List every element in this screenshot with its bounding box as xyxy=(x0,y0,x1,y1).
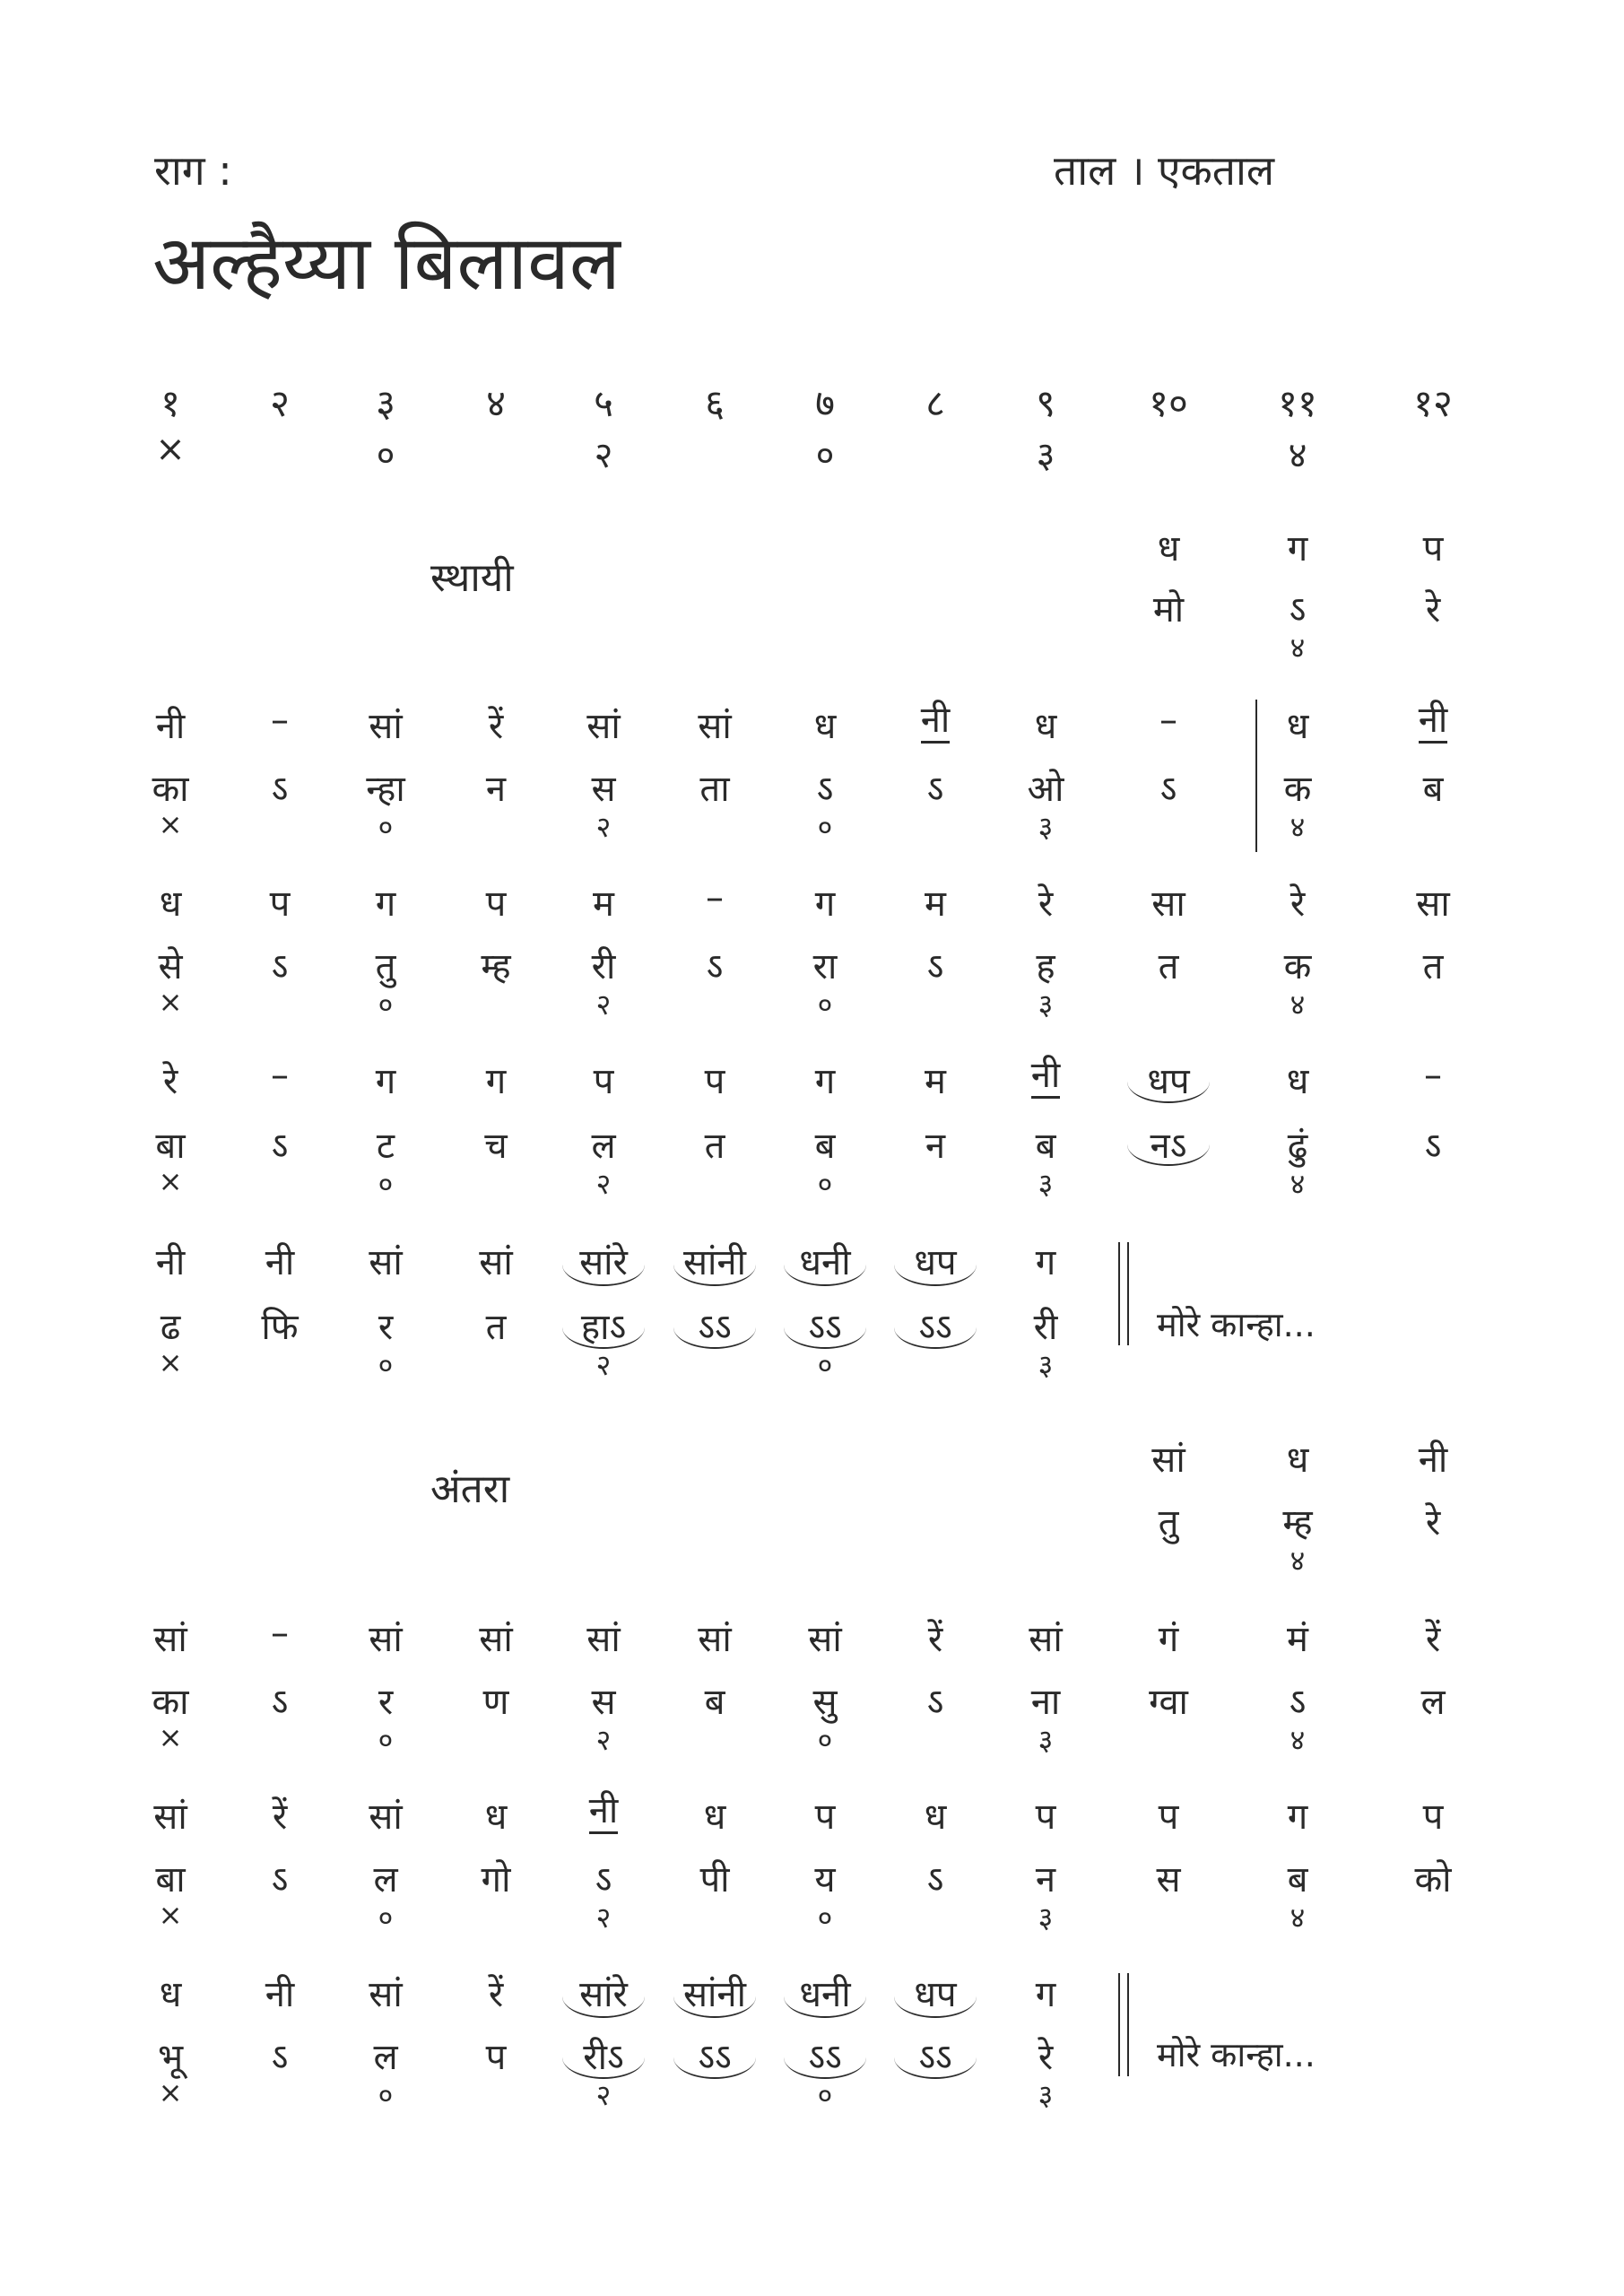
note: धप xyxy=(914,1242,957,1283)
taal-mark: × xyxy=(158,1345,183,1379)
lyric-syllable: नऽ xyxy=(1150,1126,1187,1167)
lyric-syllable: री xyxy=(591,946,616,987)
lyric-syllable: ऽ xyxy=(926,769,944,810)
note: नी xyxy=(265,1242,295,1283)
note: ग xyxy=(485,1061,507,1102)
note: प xyxy=(269,883,291,925)
lyric-syllable: न xyxy=(485,769,507,810)
lyric-syllable: भू xyxy=(157,2037,184,2078)
lyric-syllable: ब xyxy=(704,1682,725,1723)
note: म xyxy=(925,1061,946,1102)
lyric-syllable: ब xyxy=(814,1126,836,1167)
komal-note: नी xyxy=(589,1790,619,1834)
taal-mark: ० xyxy=(378,1348,394,1382)
note: सां xyxy=(369,1619,403,1660)
taal-mark: ४ xyxy=(1290,631,1306,665)
komal-note: नी xyxy=(1419,700,1448,744)
lyric-syllable: ता xyxy=(699,769,730,810)
lyric-syllable: प xyxy=(485,2037,507,2078)
note: प xyxy=(1422,1796,1444,1838)
taal-mark: ३ xyxy=(1038,1167,1054,1201)
lyric-syllable: रे xyxy=(1425,1502,1441,1544)
taal-mark: ३ xyxy=(1038,1900,1054,1935)
lyric-syllable: त xyxy=(1422,946,1444,987)
lyric-syllable: ल xyxy=(1420,1682,1446,1723)
lyric-syllable: ऽ xyxy=(595,1859,612,1900)
taal-mark: ० xyxy=(817,2078,833,2112)
taal-mark: ३ xyxy=(1038,810,1054,844)
lyric-syllable: फि xyxy=(261,1307,299,1348)
lyric-syllable: हाऽ xyxy=(580,1307,627,1348)
note: सांरे xyxy=(579,1974,628,2015)
note: सा xyxy=(1151,883,1185,925)
lyric-syllable: क xyxy=(1283,769,1312,810)
note: रे xyxy=(1038,883,1054,925)
note: ध xyxy=(703,1796,726,1838)
note: गं xyxy=(1158,1619,1179,1660)
taal-mark: ० xyxy=(815,435,835,476)
taal-mark: ० xyxy=(817,810,833,844)
note: नी xyxy=(155,706,186,747)
note: – xyxy=(1159,700,1177,741)
taal-mark: ३ xyxy=(1036,435,1055,476)
lyric-syllable: ऽ xyxy=(926,1682,944,1723)
lyric-syllable: स xyxy=(591,1682,616,1723)
lyric-syllable: ऽऽ xyxy=(918,1307,952,1348)
taal-mark: ४ xyxy=(1290,987,1306,1022)
lyric-syllable: मो xyxy=(1152,589,1185,631)
lyric-syllable: गो xyxy=(481,1859,511,1900)
note: सां xyxy=(1029,1619,1063,1660)
lyric-syllable: सु xyxy=(812,1682,838,1723)
taal-mark: ० xyxy=(376,435,395,476)
note: प xyxy=(814,1796,836,1838)
taal-mark: ० xyxy=(378,1900,394,1935)
double-bar-line xyxy=(1127,1242,1129,1345)
lyric-syllable: र xyxy=(378,1682,394,1723)
taal-mark: ३ xyxy=(1038,1723,1054,1757)
note: म xyxy=(925,883,946,925)
note: सां xyxy=(698,706,732,747)
taal-mark: ४ xyxy=(1290,1723,1306,1757)
beat-number: ४ xyxy=(486,381,506,425)
note: ध xyxy=(1286,1061,1309,1102)
lyric-syllable: न xyxy=(925,1126,946,1167)
antara-title: अंतरा xyxy=(430,1466,510,1512)
note: प xyxy=(593,1061,614,1102)
taal-mark: ० xyxy=(817,1900,833,1935)
lyric-syllable: ल xyxy=(373,1859,398,1900)
lyric-syllable: ऽ xyxy=(1159,769,1177,810)
note: सां xyxy=(153,1796,187,1838)
taal-mark: ० xyxy=(378,810,394,844)
taal-mark: २ xyxy=(595,1900,612,1935)
lyric-syllable: ऽ xyxy=(926,1859,944,1900)
lyric-syllable: ट xyxy=(376,1126,395,1167)
note: सां xyxy=(808,1619,842,1660)
taal-mark: ० xyxy=(817,1167,833,1201)
lyric-syllable: य xyxy=(814,1859,836,1900)
double-bar-line xyxy=(1118,1242,1120,1345)
note: ध xyxy=(1034,706,1057,747)
lyric-syllable: ण xyxy=(482,1682,509,1723)
note: ध xyxy=(1157,528,1180,570)
note: सांरे xyxy=(579,1242,628,1283)
note xyxy=(881,700,989,744)
taal-mark: ४ xyxy=(1290,1544,1306,1578)
note: ध xyxy=(484,1796,508,1838)
note: सां xyxy=(153,1619,187,1660)
note: धप xyxy=(1147,1061,1190,1102)
note: ग xyxy=(375,1061,396,1102)
note: म xyxy=(593,883,614,925)
note: सां xyxy=(479,1619,513,1660)
taal-mark: ० xyxy=(378,1167,394,1201)
double-bar-line xyxy=(1118,1973,1120,2076)
beat-number: ११ xyxy=(1278,381,1317,425)
note: प xyxy=(1422,528,1444,570)
note: रें xyxy=(1425,1619,1441,1660)
lyric-syllable: ऽ xyxy=(271,769,289,810)
lyric-syllable: ऽ xyxy=(271,1859,289,1900)
taal-mark: ३ xyxy=(1038,2078,1054,2112)
beat-number: ८ xyxy=(925,381,945,425)
note: ध xyxy=(1286,706,1309,747)
lyric-syllable: क xyxy=(1283,946,1312,987)
lyric-syllable: ऽ xyxy=(271,946,289,987)
lyric-syllable: तु xyxy=(375,946,396,987)
taal-label: ताल । एकताल xyxy=(1054,146,1275,195)
lyric-syllable: ब xyxy=(1422,769,1444,810)
note: – xyxy=(1424,1055,1442,1096)
lyric-syllable: पी xyxy=(699,1859,730,1900)
taal-mark: × xyxy=(158,985,183,1019)
taal-mark: २ xyxy=(595,810,612,844)
lyric-syllable: च xyxy=(484,1126,508,1167)
note: प xyxy=(704,1061,725,1102)
lyric-syllable: ऽ xyxy=(1289,589,1307,631)
beat-number: ९ xyxy=(1036,381,1055,425)
note: ध xyxy=(813,706,837,747)
lyric-syllable: ऽ xyxy=(271,1126,289,1167)
taal-mark: ० xyxy=(378,1723,394,1757)
lyric-syllable: त xyxy=(1158,946,1179,987)
lyric-syllable: से xyxy=(158,946,183,987)
beat-number: १० xyxy=(1149,381,1188,425)
note: रें xyxy=(488,706,504,747)
note: – xyxy=(706,877,724,918)
note: – xyxy=(271,1055,289,1096)
note: – xyxy=(271,700,289,741)
note: धनी xyxy=(799,1242,851,1283)
taal-mark: २ xyxy=(595,1348,612,1382)
lyric-syllable: न xyxy=(1035,1859,1056,1900)
note: सांनी xyxy=(683,1974,746,2015)
taal-mark: २ xyxy=(594,435,613,476)
note: ध xyxy=(159,1974,182,2015)
lyric-syllable: ल xyxy=(373,2037,398,2078)
note: ग xyxy=(814,883,836,925)
lyric-syllable: त xyxy=(485,1307,507,1348)
note: सां xyxy=(369,1796,403,1838)
beat-number: ७ xyxy=(815,381,835,425)
lyric-syllable: स xyxy=(1156,1859,1181,1900)
note: ग xyxy=(1035,1974,1056,2015)
taal-mark: २ xyxy=(595,987,612,1022)
lyric-syllable: ओ xyxy=(1027,769,1064,810)
note: ग xyxy=(375,883,396,925)
taal-mark: ४ xyxy=(1290,1167,1306,1201)
lyric-syllable: ऽ xyxy=(926,946,944,987)
komal-note: नी xyxy=(921,700,951,744)
lyric-syllable: त xyxy=(704,1126,725,1167)
note: सां xyxy=(369,1974,403,2015)
note: – xyxy=(271,1613,289,1654)
lyric-syllable: ह xyxy=(1036,946,1055,987)
lyric-syllable: बा xyxy=(155,1859,186,1900)
taal-mark: ४ xyxy=(1290,810,1306,844)
note: रे xyxy=(1290,883,1306,925)
taal-mark: ३ xyxy=(1038,1348,1054,1382)
note: ग xyxy=(1287,1796,1308,1838)
taal-mark: × xyxy=(158,2075,183,2109)
lyric-syllable: तु xyxy=(1158,1502,1179,1544)
beat-number: ३ xyxy=(376,381,395,425)
lyric-syllable: रे xyxy=(1425,589,1441,631)
lyric-syllable: ऽऽ xyxy=(808,2037,842,2078)
note: धनी xyxy=(799,1974,851,2015)
raag-name: अल्हैय्या बिलावल xyxy=(152,219,621,307)
lyric-syllable: ऽ xyxy=(271,2037,289,2078)
note: सा xyxy=(1416,883,1450,925)
note: मं xyxy=(1287,1619,1308,1660)
taal-mark: ० xyxy=(378,2078,394,2112)
lyric-syllable: ग्वा xyxy=(1149,1682,1188,1723)
note: सां xyxy=(698,1619,732,1660)
lyric-syllable: ढुं xyxy=(1287,1126,1308,1167)
note: ग xyxy=(814,1061,836,1102)
lyric-syllable: ऽ xyxy=(706,946,724,987)
lyric-syllable: को xyxy=(1414,1859,1452,1900)
lyric-syllable: न्हा xyxy=(366,769,405,810)
lyric-syllable: बा xyxy=(155,1126,186,1167)
note: सां xyxy=(586,706,621,747)
taal-mark: ० xyxy=(378,987,394,1022)
lyric-syllable: ऽऽ xyxy=(918,2037,952,2078)
lyric-syllable: री xyxy=(1033,1307,1058,1348)
taal-mark: ० xyxy=(817,1348,833,1382)
lyric-syllable: ऽऽ xyxy=(808,1307,842,1348)
lyric-syllable: ऽ xyxy=(1289,1682,1307,1723)
taal-mark: २ xyxy=(595,2078,612,2112)
taal-mark: २ xyxy=(595,1167,612,1201)
lyric-syllable: ऽऽ xyxy=(698,1307,732,1348)
beat-number: ५ xyxy=(594,381,613,425)
note: ध xyxy=(924,1796,947,1838)
lyric-syllable: का xyxy=(152,769,189,810)
lyric-syllable: ढ xyxy=(160,1307,181,1348)
note: रें xyxy=(272,1796,288,1838)
lyric-syllable: र xyxy=(378,1307,394,1348)
beat-number: १२ xyxy=(1413,381,1453,425)
note: ग xyxy=(1035,1242,1056,1283)
note: रे xyxy=(162,1061,178,1102)
note: सां xyxy=(369,1242,403,1283)
note: नी xyxy=(155,1242,186,1283)
refrain-text: मोरे कान्हा... xyxy=(1157,1305,1316,1344)
note: प xyxy=(1035,1796,1056,1838)
lyric-syllable: ऽऽ xyxy=(698,2037,732,2078)
lyric-syllable: ब xyxy=(1287,1859,1308,1900)
taal-mark: × xyxy=(158,1720,183,1754)
note: ग xyxy=(1287,528,1308,570)
note: प xyxy=(1158,1796,1179,1838)
taal-mark: ० xyxy=(817,1723,833,1757)
komal-note: नी xyxy=(1031,1055,1061,1099)
note: रें xyxy=(488,1974,504,2015)
taal-mark: × xyxy=(155,429,186,470)
note: सां xyxy=(586,1619,621,1660)
lyric-syllable: रीऽ xyxy=(583,2037,624,2078)
lyric-syllable: ऽ xyxy=(816,769,834,810)
refrain-text: मोरे कान्हा... xyxy=(1157,2035,1316,2074)
note: सां xyxy=(479,1242,513,1283)
note: सां xyxy=(369,706,403,747)
beat-number: १ xyxy=(161,381,180,425)
note xyxy=(1379,700,1487,744)
lyric-syllable: रे xyxy=(1038,2037,1054,2078)
lyric-syllable: म्ह xyxy=(1282,1502,1313,1544)
lyric-syllable: का xyxy=(152,1682,189,1723)
note: सां xyxy=(1151,1439,1185,1481)
lyric-syllable: ना xyxy=(1030,1682,1061,1723)
beat-number: ६ xyxy=(705,381,725,425)
note: धप xyxy=(914,1974,957,2015)
raag-label: राग : xyxy=(154,146,232,195)
lyric-syllable: रा xyxy=(812,946,838,987)
note: रें xyxy=(927,1619,943,1660)
lyric-syllable: ब xyxy=(1035,1126,1056,1167)
beat-number: २ xyxy=(270,381,290,425)
taal-mark: × xyxy=(158,1164,183,1198)
lyric-syllable: ल xyxy=(591,1126,616,1167)
taal-mark: × xyxy=(158,1898,183,1932)
taal-mark: २ xyxy=(595,1723,612,1757)
taal-mark: ४ xyxy=(1290,1900,1306,1935)
taal-mark: ४ xyxy=(1288,435,1307,476)
note xyxy=(992,1055,1099,1099)
note: ध xyxy=(159,883,182,925)
note xyxy=(550,1790,657,1834)
note: प xyxy=(485,883,507,925)
note: नी xyxy=(1418,1439,1448,1481)
taal-mark: ३ xyxy=(1038,987,1054,1022)
lyric-syllable: ऽ xyxy=(271,1682,289,1723)
sthayi-title: स्थायी xyxy=(430,555,514,601)
lyric-syllable: म्ह xyxy=(481,946,511,987)
lyric-syllable: स xyxy=(591,769,616,810)
taal-mark: ० xyxy=(817,987,833,1022)
taal-mark: × xyxy=(158,807,183,841)
note: ध xyxy=(1286,1439,1309,1481)
note: नी xyxy=(265,1974,295,2015)
double-bar-line xyxy=(1127,1973,1129,2076)
note: सांनी xyxy=(683,1242,746,1283)
lyric-syllable: ऽ xyxy=(1424,1126,1442,1167)
